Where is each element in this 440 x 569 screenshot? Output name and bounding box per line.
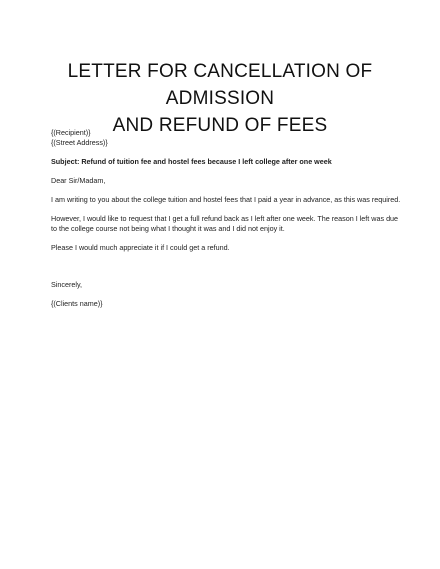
recipient-placeholder: {(Recipient)} — [51, 128, 91, 137]
paragraph-3: Please I would much appreciate it if I could get a refund. — [51, 243, 230, 252]
title-line-1: LETTER FOR CANCELLATION OF ADMISSION — [67, 61, 373, 109]
paragraph-1: I am writing to you about the college tuition and hostel fees that I paid a year in advance, as this was required. — [51, 195, 401, 204]
subject-line: Subject: Refund of tuition fee and hostel fees because I left college after one week — [51, 157, 332, 166]
paragraph-2: However, I would like to request that I get a full refund back as I left after one week. The reason I left was due to the college course not being what I thought it was and I did not enjoy it. — [51, 214, 399, 233]
title-line-2: AND REFUND OF FEES — [112, 115, 328, 136]
letter-title — [20, 58, 420, 139]
letter-body — [51, 128, 401, 309]
address-block — [51, 128, 401, 148]
salutation: Dear Sir/Madam, — [51, 176, 106, 185]
closing: Sincerely, — [51, 280, 83, 289]
signature-placeholder: {(Clients name)} — [51, 299, 103, 308]
street-address-placeholder: {(Street Address)} — [51, 138, 108, 147]
